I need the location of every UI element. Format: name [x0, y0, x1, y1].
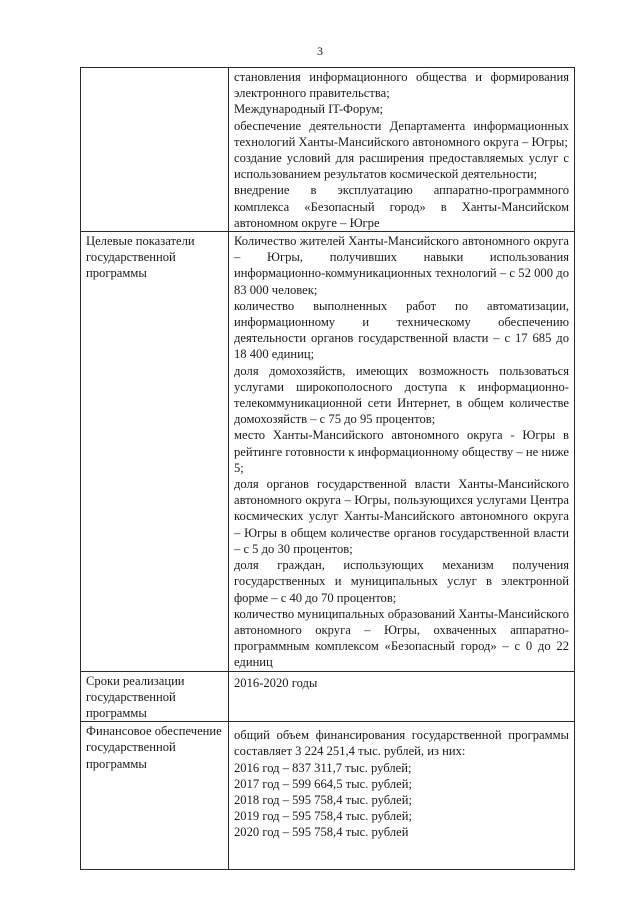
row-value	[229, 722, 575, 870]
table-row	[81, 671, 575, 722]
list-item: доля органов государственной власти Ханты-Мансийского автономного округа – Югры, пользующихся услугами Центра космических услуг Ханты-Мансийского автономного округа – Югры в общем количестве органов государственной власти – с 5 до 30 процентов;	[234, 477, 569, 556]
list-item: Количество жителей Ханты-Мансийского автономного округа – Югры, получивших навыки использования информационно-коммуникационных технологий – с 52 000 до 83 000 человек;	[234, 234, 569, 297]
list-item: доля домохозяйств, имеющих возможность пользоваться услугами широкополосного доступа к информационно-телекоммуникационной сети Интернет, в общем количестве домохозяйств – с 75 до 95 процентов;	[234, 363, 569, 427]
list-item: Международный IT-Форум;	[234, 102, 383, 117]
row-label: Сроки реализации государственной программы	[81, 671, 229, 722]
list-item: создание условий для расширения предоставляемых услуг с использованием результатов космической деятельности;	[234, 151, 569, 182]
list-item: количество выполненных работ по автоматизации, информационному и техническому обеспечению деятельности органов государственной власти – с 17 685 до 18 400 единиц;	[234, 298, 569, 362]
list-item: 2017 год – 599 664,5 тыс. рублей;	[234, 776, 412, 791]
list-item: место Ханты-Мансийского автономного округа - Югры в рейтинге готовности к информационному обществу – не ниже 5;	[234, 428, 569, 475]
row-value	[229, 671, 575, 722]
list-item: 2018 год – 595 758,4 тыс. рублей;	[234, 792, 412, 807]
program-passport-table	[80, 67, 575, 870]
list-item: обеспечение деятельности Департамента информационных технологий Ханты-Мансийского автономного округа – Югры;	[234, 118, 569, 149]
table-row	[81, 232, 575, 671]
row-value	[229, 68, 575, 232]
list-item: количество муниципальных образований Ханты-Мансийского автономного округа – Югры, охваченных аппаратно-программным комплексом «Безопасный город» – с 0 до 22 единиц	[234, 606, 569, 670]
list-item: становления информационного общества и формирования электронного правительства;	[234, 70, 569, 101]
page-number: 3	[317, 44, 323, 58]
list-item: 2020 год – 595 758,4 тыс. рублей	[234, 825, 409, 840]
table-row	[81, 68, 575, 232]
list-item: внедрение в эксплуатацию аппаратно-программного комплекса «Безопасный город» в Ханты-Мансийском автономном округе – Югре	[234, 183, 569, 230]
list-item: 2016 год – 837 311,7 тыс. рублей;	[234, 760, 412, 775]
list-item: общий объем финансирования государственной программы составляет 3 224 251,4 тыс. рублей, из них:	[234, 728, 569, 759]
row-label	[81, 68, 229, 232]
list-item: доля граждан, использующих механизм получения государственных и муниципальных услуг в электронной форме – с 40 до 70 процентов;	[234, 558, 569, 605]
row-value	[229, 232, 575, 671]
list-item: 2019 год – 595 758,4 тыс. рублей;	[234, 809, 412, 824]
row-label: Целевые показатели государственной программы	[81, 232, 229, 671]
row-label: Финансовое обеспечение государственной программы	[81, 722, 229, 870]
table-row	[81, 722, 575, 870]
list-item: 2016-2020 годы	[234, 675, 318, 690]
